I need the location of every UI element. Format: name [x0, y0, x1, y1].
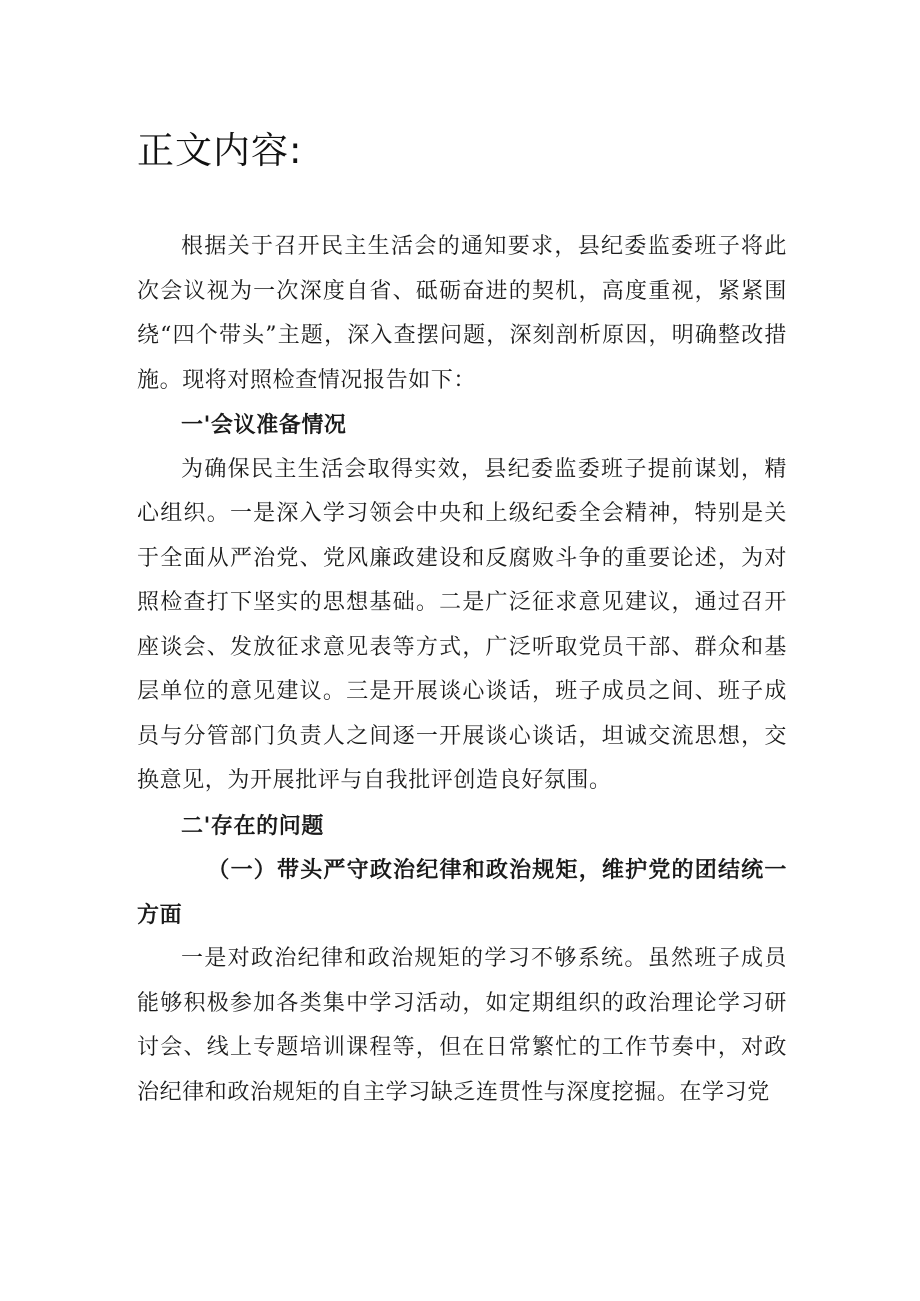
section-2-title: 二'存在的问题: [181, 812, 324, 839]
page-title: 正文内容:: [137, 129, 303, 172]
section-1-title: 一'会议准备情况: [181, 412, 347, 438]
section-2-subtitle: （一）带头严守政治纪律和政治规矩，维护党的团结统一方面: [137, 857, 787, 928]
document-body: [137, 225, 787, 1115]
section-1-paragraph: 为确保民主生活会取得实效，县纪委监委班子提前谋划，精心组织。一是深入学习领会中央和上级纪委全会精神，特别是关于全面从严治党、党风廉政建设和反腐败斗争的重要论述，为对照检查打下坚实的思想基础。二是广泛征求意见建议，通过召开座谈会、发放征求意见表等方式，广泛听取党员干部、群众和基层单位的意见建议。三是开展谈心谈话，班子成员之间、班子成员与分管部门负责人之间逐一开展谈心谈话，坦诚交流思想，交换意见，为开展批评与自我批评创造良好氛围。: [137, 456, 787, 793]
intro-paragraph: 根据关于召开民主生活会的通知要求，县纪委监委班子将此次会议视为一次深度自省、砥砺奋进的契机，高度重视，紧紧围绕“四个带头”主题，深入查摆问题，深刻剖析原因，明确整改措施。现将对照检查情况报告如下：: [137, 234, 787, 393]
section-2-paragraph: 一是对政治纪律和政治规矩的学习不够系统。虽然班子成员能够积极参加各类集中学习活动，如定期组织的政治理论学习研讨会、线上专题培训课程等，但在日常繁忙的工作节奏中，对政治纪律和政治规矩的自主学习缺乏连贯性与深度挖掘。在学习党: [137, 946, 787, 1105]
